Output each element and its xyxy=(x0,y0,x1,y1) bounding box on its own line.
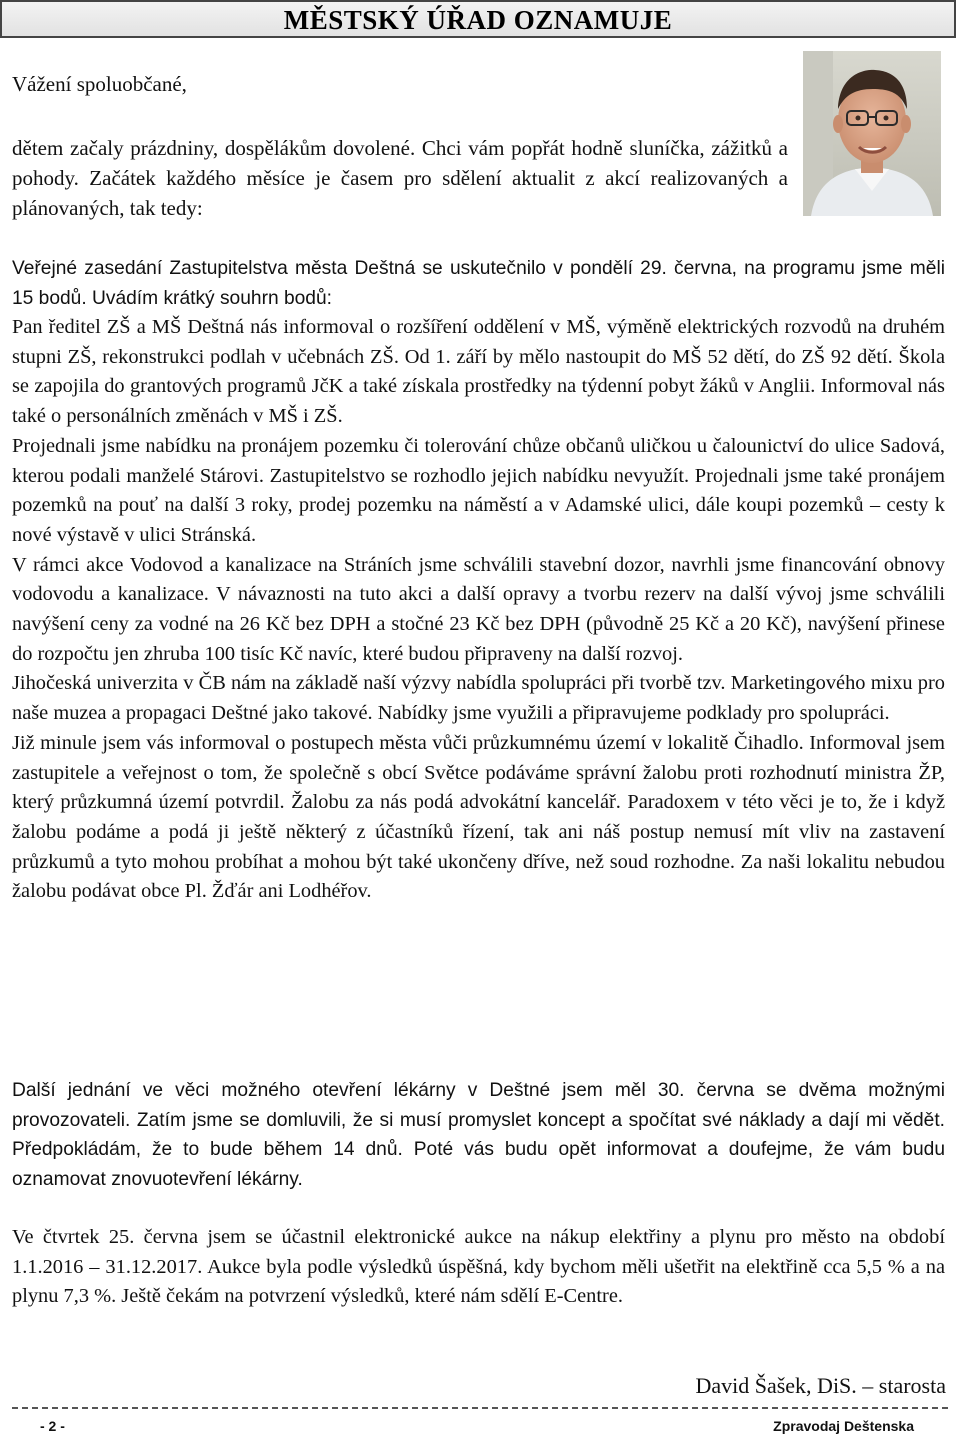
paragraph-auction: Ve čtvrtek 25. června jsem se účastnil elektronické aukce na nákup elektřiny a plynu pro město na období 1.1.2016 – 31.12.2017. Aukce byla podle výsledků úspěšná, kdy bychom měli ušetřit na elektřině cca 5,5 % a na plynu 7,3 %. Ještě čekám na potvrzení výsledků, které nám sdělí E-Centre. xyxy=(12,1226,945,1308)
footer-divider xyxy=(12,1407,948,1409)
paragraph-school: Pan ředitel ZŠ a MŠ Deštná nás informoval o rozšíření oddělení v MŠ, výměně elektrických rozvodů na druhém stupni ZŠ, rekonstrukci podlah v učebnách ZŠ. Od 1. září by mělo nastoupit do MŠ 52 dětí, do ZŠ 92 dětí. Škola se zapojila do grantových programů JčK a také získala prostředky na týdenní pobyt žáků v Anglii. Informoval nás také o personálních změnách v MŠ i ZŠ. xyxy=(12,316,945,428)
page-title: MĚSTSKÝ ÚŘAD OZNAMUJE xyxy=(283,5,673,35)
publication-name: Zpravodaj Deštenska xyxy=(773,1418,914,1434)
page-number: - 2 - xyxy=(40,1418,65,1434)
paragraph-pharmacy: Další jednání ve věci možného otevření lékárny v Deštné jsem měl 30. června se dvěma možnými provozovateli. Zatím jsme se domluvili, že si musí promyslet koncept a spočítat své náklady a dají mi vědět. Předpokládám, že to bude během 14 dnů. Poté vás budu opět informovat a doufejme, že vám budu oznamovat znovuotevření lékárny. xyxy=(12,1080,945,1190)
portrait-illustration xyxy=(803,51,941,216)
intro-paragraph: dětem začaly prázdniny, dospělákům dovolené. Chci vám popřát hodně sluníčka, zážitků a pohody. Začátek každého měsíce je časem pro sdělení aktualit z akcí realizovaných a plánovaných, tak tedy: xyxy=(12,136,788,220)
page-header xyxy=(0,0,956,38)
paragraph-water: V rámci akce Vodovod a kanalizace na Stráních jsme schválili stavební dozor, navrhli jsme financování obnovy vodovodu a kanalizace. V návaznosti na tuto akci a další opravy a tvorbu rezerv na další vývoj jsme schválili navýšení ceny za vodné na 26 Kč bez DPH a stočné 23 Kč bez DPH (původně 25 Kč a 20 Kč), navýšení přinese do rozpočtu jen zhruba 100 tisíc Kč navíc, které budou připraveny na další rozvoj. xyxy=(12,553,945,665)
paragraph-university: Jihočeská univerzita v ČB nám na základě naší výzvy nabídla spolupráci při tvorbě tzv. Marketingového mixu pro naše muzea a propagaci Deštné jako takové. Nabídky jsme využili a připravujeme podklady pro spolupráci. xyxy=(12,672,945,725)
paragraph-survey: Již minule jsem vás informoval o postupech města vůči průzkumnému území v lokalitě Čihadlo. Informoval jsem zastupitele a veřejnost o tom, že společně s obcí Světce podáváme správní žalobu proti rozhodnutí ministra ŽP, který průzkumná území potvrdil. Žalobu za nás podá advokátní kancelář. Paradoxem v této věci je to, že i když žalobu podáme a podá ji ještě některý z účastníků řízení, tak ani náš postup nemusí mít vliv na zastavení průzkumů a tyto mohou probíhat a mohou být také ukončeny dříve, než soud rozhodne. Za naši lokalitu nebudou žalobu podávat obce Pl. Žďár ani Lodhéřov. xyxy=(12,731,945,903)
signature: David Šašek, DiS. – starosta xyxy=(695,1373,946,1398)
meeting-intro: Veřejné zasedání Zastupitelstva města Deštná se uskutečnilo v pondělí 29. června, na programu jsme měli 15 bodů. Uvádím krátký souhrn bodů: xyxy=(12,258,945,309)
greeting: Vážení spoluobčané, xyxy=(12,72,187,96)
paragraph-land: Projednali jsme nabídku na pronájem pozemku či tolerování chůze občanů uličkou u čalounictví do ulice Sadová, kterou podali manželé Stárovi. Zastupitelstvo se rozhodlo jejich nabídku nevyužít. Projednali jsme také pronájem pozemků na pouť na další 3 roky, prodej pozemku na náměstí a v Adamské ulici, dále koupi pozemků – cesty k nové výstavě v ulici Stránská. xyxy=(12,434,945,546)
meeting-points xyxy=(12,313,945,907)
mayor-portrait-photo xyxy=(803,51,941,216)
